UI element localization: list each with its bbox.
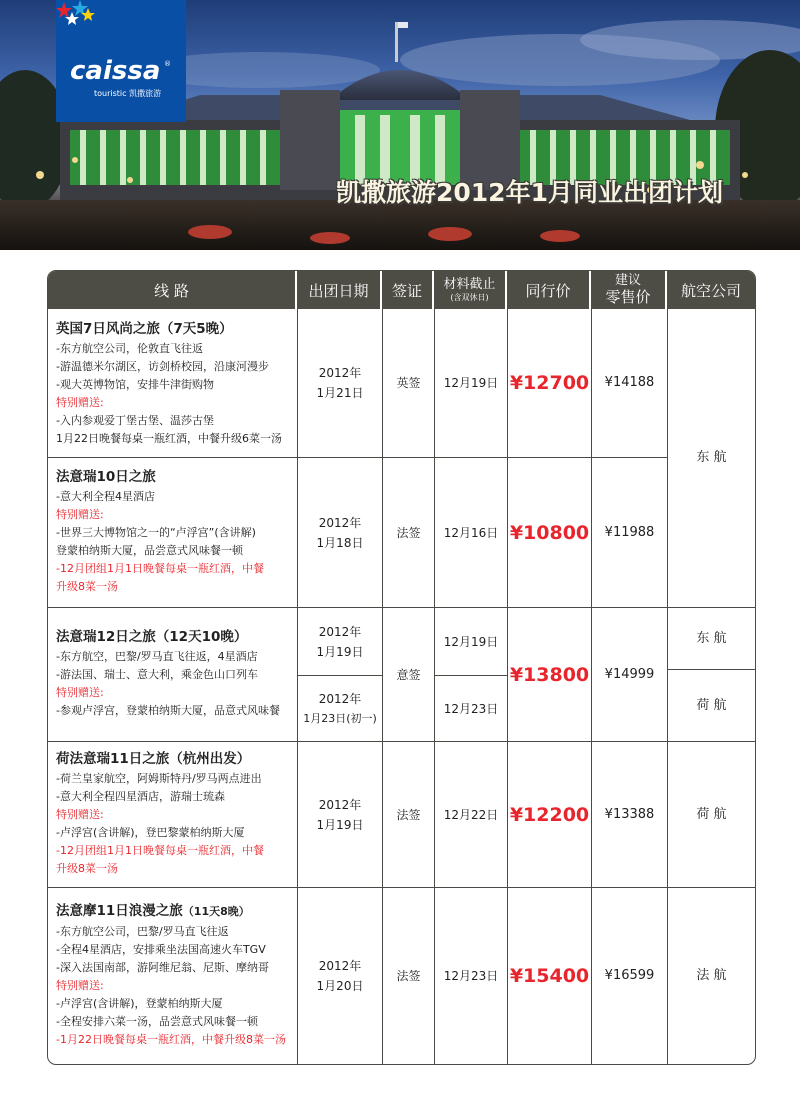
trade-price: ¥10800 (509, 521, 590, 544)
header-trade-price (507, 271, 591, 309)
date-day: 1月20日 (316, 979, 364, 993)
promo-detail: 升级8菜一汤 (56, 862, 118, 875)
gift-detail: -卢浮宫(含讲解)，登蒙柏纳斯大厦 (56, 997, 223, 1010)
gift-detail: -世界三大博物馆之一的“卢浮宫”(含讲解) (56, 526, 256, 539)
departure-date (298, 676, 382, 741)
retail-price: ¥11988 (604, 524, 655, 540)
material-deadline: 12月23日 (443, 969, 499, 983)
table-row-route (56, 319, 304, 448)
table-row-route (56, 467, 304, 596)
departure-date (298, 309, 382, 457)
header-deadline-label: 材料截止 (443, 276, 496, 292)
gift-detail: 1月22日晚餐每桌一瓶红酒，中餐升级6菜一汤 (56, 432, 282, 445)
departure-date (298, 888, 382, 1064)
visa-type: 英签 (396, 376, 421, 390)
route-title: 荷法意瑞11日之旅（杭州出发） (56, 751, 251, 767)
date-day: 1月19日 (316, 817, 364, 832)
gift-label: 特别赠送: (56, 808, 104, 821)
route-title: 法意瑞12日之旅（12天10晚） (56, 629, 248, 645)
gift-label: 特别赠送: (56, 508, 104, 521)
airline: 荷 航 (696, 806, 727, 822)
visa-type: 法签 (396, 525, 421, 540)
header-date-label: 出团日期 (308, 281, 369, 300)
gift-label: 特别赠送: (56, 979, 104, 992)
material-deadline: 12月19日 (443, 634, 499, 649)
visa-type: 意签 (396, 667, 421, 682)
header-visa (382, 271, 434, 309)
gift-detail: -卢浮宫(含讲解)，登巴黎蒙柏纳斯大厦 (56, 826, 245, 839)
table-row-route (56, 749, 304, 878)
route-detail: -游法国、瑞士、意大利，乘金色山口列车 (56, 668, 258, 681)
route-title-main: 法意摩11日浪漫之旅 (56, 903, 183, 919)
logo-subtitle: touristic 凯撒旅游 (94, 89, 162, 98)
material-deadline: 12月19日 (443, 376, 499, 390)
departure-date (298, 742, 382, 887)
date-day: 1月19日 (316, 644, 364, 659)
route-detail: -意大利全程四星酒店，游瑞士琉森 (56, 790, 225, 803)
logo-registered: ® (164, 60, 171, 68)
header-route (48, 271, 297, 309)
airline: 东 航 (696, 630, 727, 646)
header-deadline (434, 271, 507, 309)
promo-detail: -12月团组1月1日晚餐每桌一瓶红酒，中餐 (56, 844, 264, 857)
route-title: 法意瑞10日之旅 (56, 469, 156, 485)
route-title (56, 901, 304, 922)
promo-detail: -12月团组1月1日晚餐每桌一瓶红酒，中餐 (56, 562, 264, 575)
header-trade-price-label: 同行价 (525, 281, 571, 300)
route-detail: -深入法国南部，游阿维尼翁、尼斯、摩纳哥 (56, 961, 269, 974)
airline: 东 航 (696, 450, 727, 465)
caissa-logo (56, 0, 186, 122)
header-visa-label: 签证 (391, 281, 422, 300)
table-row-route (56, 901, 304, 1049)
retail-price: ¥13388 (604, 806, 655, 822)
header-route-label: 线 路 (154, 281, 189, 300)
date-year: 2012年 (318, 624, 362, 639)
date-year: 2012年 (318, 366, 362, 380)
material-deadline: 12月16日 (443, 525, 499, 540)
page-title: 凯撒旅游2012年1月同业出团计划 (336, 178, 723, 207)
header-airline-label: 航空公司 (680, 281, 741, 300)
route-detail: -荷兰皇家航空，阿姆斯特丹/罗马两点进出 (56, 772, 262, 785)
gift-detail: -全程安排六菜一汤，品尝意式风味餐一顿 (56, 1015, 258, 1028)
material-deadline: 12月23日 (443, 701, 499, 716)
airline: 荷 航 (696, 697, 727, 713)
route-detail: -意大利全程4星酒店 (56, 490, 155, 503)
visa-type: 法签 (396, 969, 421, 983)
route-title-duration: （11天8晚） (182, 905, 250, 918)
gift-label: 特别赠送: (56, 396, 104, 409)
retail-price: ¥14188 (604, 375, 655, 390)
date-year: 2012年 (318, 797, 362, 812)
date-day: 1月23日(初一) (303, 711, 377, 725)
gift-detail: -参观卢浮宫，登蒙柏纳斯大厦，品意式风味餐 (56, 704, 280, 717)
route-detail: -游温德米尔湖区，访剑桥校园，沿康河漫步 (56, 360, 269, 373)
trade-price: ¥15400 (509, 965, 590, 987)
gift-detail: 登蒙柏纳斯大厦，品尝意式风味餐一顿 (56, 544, 243, 557)
trade-price: ¥12700 (509, 372, 590, 394)
stars-icon (56, 0, 96, 26)
table-header (48, 271, 755, 309)
header-retail-line2: 零售价 (605, 287, 651, 306)
header-airline (667, 271, 755, 309)
logo-wordmark: caissa (70, 56, 161, 86)
promo-detail: -1月22日晚餐每桌一瓶红酒，中餐升级8菜一汤 (56, 1033, 286, 1046)
departure-date (298, 608, 382, 675)
route-detail: -东方航空公司，巴黎/罗马直飞往返 (56, 925, 229, 938)
route-detail: -观大英博物馆，安排牛津街购物 (56, 378, 214, 391)
promo-detail: 升级8菜一汤 (56, 580, 118, 593)
header-deadline-note: (含双休日) (450, 292, 489, 302)
header-date (297, 271, 382, 309)
route-detail: -东方航空，巴黎/罗马直飞往返，4星酒店 (56, 650, 258, 663)
gift-detail: -入内参观爱丁堡古堡、温莎古堡 (56, 414, 214, 427)
departure-date (298, 458, 382, 607)
retail-price: ¥16599 (604, 968, 655, 983)
trade-price: ¥12200 (509, 803, 590, 826)
material-deadline: 12月22日 (443, 807, 499, 822)
tour-schedule-table (47, 270, 756, 1065)
header-banner (0, 0, 800, 250)
trade-price: ¥13800 (509, 663, 590, 686)
gift-label: 特别赠送: (56, 686, 104, 699)
date-year: 2012年 (318, 515, 362, 530)
route-title: 英国7日风尚之旅（7天5晚） (56, 321, 233, 337)
date-day: 1月21日 (316, 386, 364, 400)
visa-type: 法签 (396, 807, 421, 822)
retail-price: ¥14999 (604, 666, 655, 682)
route-detail: -东方航空公司，伦敦直飞往返 (56, 342, 203, 355)
route-detail: -全程4星酒店，安排乘坐法国高速火车TGV (56, 943, 266, 956)
date-year: 2012年 (318, 691, 362, 706)
header-retail-price (591, 271, 667, 309)
header-retail-line1: 建议 (614, 272, 641, 288)
date-day: 1月18日 (316, 535, 364, 550)
airline: 法 航 (696, 968, 727, 983)
date-year: 2012年 (318, 959, 362, 973)
table-row-route (56, 627, 304, 720)
